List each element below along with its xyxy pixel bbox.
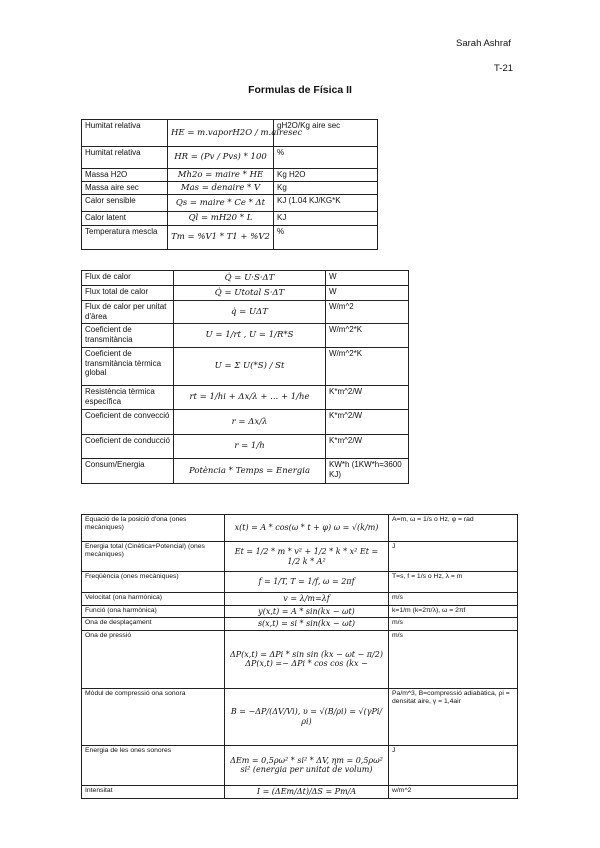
row-label: Ona de pressió: [82, 630, 225, 688]
formula-cell: Tm = %V1 * T1 + %V2: [168, 225, 274, 249]
humidity-table: [81, 119, 378, 250]
row-label: Coeficient de convecció: [82, 410, 174, 435]
formula-cell: Q̇ = U·S·ΔT: [174, 271, 326, 286]
formula-cell: f = 1/T, T = 1/f, ω = 2πf: [225, 572, 389, 593]
table-row: [82, 593, 518, 606]
formula-cell: r = Δx/λ: [174, 410, 326, 435]
formula-cell: rt = 1/hi + Δx/λ + ... + 1/he: [174, 386, 326, 410]
formula-cell: r = 1/h: [174, 435, 326, 459]
formula-cell: HR = (Pv / Pvs) * 100: [168, 147, 274, 169]
formula-cell: HE = m.vaporH2O / m.airesec: [168, 120, 274, 147]
formula-cell: x(t) = A * cos(ω * t + φ) ω = √(k/m): [225, 515, 389, 542]
formula-cell: s(x,t) = si * sin(kx − ωt): [225, 618, 389, 631]
unit-cell: KJ: [274, 212, 378, 225]
table-row: [82, 169, 378, 182]
waves-table: [81, 514, 518, 799]
formula-cell: Potència * Temps = Energia: [174, 459, 326, 484]
heat-flux-table: [81, 270, 409, 484]
unit-cell: m/s: [389, 593, 518, 606]
table-row: [82, 605, 518, 618]
table-row: [82, 630, 518, 688]
formula-cell: y(x,t) = A * sin(kx − ωt): [225, 605, 389, 618]
table-row: [82, 745, 518, 785]
row-label: Coeficient de conducció: [82, 435, 174, 459]
row-label: Humitat relativa: [82, 147, 168, 169]
unit-cell: J: [389, 542, 518, 572]
row-label: Coeficient de transmitància tèrmica global: [82, 348, 174, 386]
formula-cell: Et = 1/2 * m * v² + 1/2 * k * x² Et = 1/2 k * A²: [225, 542, 389, 572]
page-title: Formulas de Física II: [248, 84, 352, 96]
unit-cell: J: [389, 745, 518, 785]
table-row: [82, 515, 518, 542]
doc-code: T-21: [494, 63, 514, 74]
row-label: Massa H2O: [82, 169, 168, 182]
table-row: [82, 301, 409, 324]
row-label: Resistència tèrmica específica: [82, 386, 174, 410]
unit-cell: k=1/m (k=2π/λ), ω = 2πf: [389, 605, 518, 618]
table-row: [82, 286, 409, 301]
table-row: [82, 572, 518, 593]
unit-cell: KJ (1.04 KJ/KG*K: [274, 195, 378, 212]
table-row: [82, 324, 409, 348]
table-row: [82, 348, 409, 386]
formula-cell: ΔEm = 0,5ρω² * si² * ΔV, ηm = 0,5ρω² si² (energia per unitat de volum): [225, 745, 389, 785]
formula-cell: q̇ = UΔT: [174, 301, 326, 324]
row-label: Massa aire sec: [82, 182, 168, 195]
unit-cell: Kg: [274, 182, 378, 195]
table-row: [82, 459, 409, 484]
row-label: Flux total de calor: [82, 286, 174, 301]
table-row: [82, 147, 378, 169]
unit-cell: W/m^2*K: [326, 348, 409, 386]
row-label: Intensitat: [82, 785, 225, 798]
table-row: [82, 410, 409, 435]
table-row: [82, 542, 518, 572]
unit-cell: %: [274, 147, 378, 169]
table-row: [82, 271, 409, 286]
table-row: [82, 120, 378, 147]
table-row: [82, 785, 518, 798]
unit-cell: gH2O/Kg aire sec: [274, 120, 378, 147]
unit-cell: m/s: [389, 630, 518, 688]
formula-cell: Ql = mH20 * L: [168, 212, 274, 225]
unit-cell: W: [326, 286, 409, 301]
unit-cell: W/m^2: [326, 301, 409, 324]
table-row: [82, 618, 518, 631]
formula-cell: Qs = maire * Ce * Δt: [168, 195, 274, 212]
row-label: Equació de la posició d'ona (ones mecàniques): [82, 515, 225, 542]
row-label: Calor sensible: [82, 195, 168, 212]
table-row: [82, 182, 378, 195]
author-name: Sarah Ashraf: [456, 38, 511, 49]
formula-cell: Mh2o = maire * HE: [168, 169, 274, 182]
row-label: Temperatura mescla: [82, 225, 168, 249]
formula-cell: B = −ΔP/(ΔV/Vi), υ = √(B/ρi) = √(γPi/ρi): [225, 688, 389, 745]
unit-cell: K*m^2/W: [326, 410, 409, 435]
row-label: Velocitat (ona harmònica): [82, 593, 225, 606]
formula-cell: U = 1/rt , U = 1/R*S: [174, 324, 326, 348]
unit-cell: Kg H2O: [274, 169, 378, 182]
row-label: Funció (ona harmònica): [82, 605, 225, 618]
unit-cell: w/m^2: [389, 785, 518, 798]
unit-cell: m/s: [389, 618, 518, 631]
formula-cell: ΔP(x,t) = ΔPi * sin sin (kx − ωt − π/2) ΔP(x,t) =− ΔPi * cos cos (kx −: [225, 630, 389, 688]
unit-cell: K*m^2/W: [326, 386, 409, 410]
row-label: Flux de calor per unitat d'àrea: [82, 301, 174, 324]
formula-cell: v = λ/m=λf: [225, 593, 389, 606]
table-row: [82, 195, 378, 212]
unit-cell: Pa/m^3, B=compressió adiabàtica, ρi = densitat aire, γ = 1,4air: [389, 688, 518, 745]
formula-cell: I = (ΔEm/Δt)/ΔS = Pm/A: [225, 785, 389, 798]
unit-cell: W/m^2*K: [326, 324, 409, 348]
unit-cell: T=s, f = 1/s o Hz, λ = m: [389, 572, 518, 593]
formula-cell: U = Σ U(*S) / St: [174, 348, 326, 386]
formula-cell: Q̇ = Utotal S·ΔT: [174, 286, 326, 301]
table-row: [82, 225, 378, 249]
unit-cell: %: [274, 225, 378, 249]
row-label: Mòdul de compressió ona sonora: [82, 688, 225, 745]
table-row: [82, 212, 378, 225]
table-row: [82, 386, 409, 410]
row-label: Freqüència (ones mecàniques): [82, 572, 225, 593]
table-row: [82, 435, 409, 459]
row-label: Flux de calor: [82, 271, 174, 286]
row-label: Consum/Energia: [82, 459, 174, 484]
row-label: Energia de les ones sonores: [82, 745, 225, 785]
row-label: Calor latent: [82, 212, 168, 225]
formula-cell: Mas = denaire * V: [168, 182, 274, 195]
unit-cell: K*m^2/W: [326, 435, 409, 459]
table-row: [82, 688, 518, 745]
row-label: Energia total (Cinètica+Potencial) (ones mecàniques): [82, 542, 225, 572]
row-label: Ona de desplaçament: [82, 618, 225, 631]
unit-cell: KW*h (1KW*h=3600 KJ): [326, 459, 409, 484]
unit-cell: A=m, ω = 1/s o Hz, φ = rad: [389, 515, 518, 542]
row-label: Coeficient de transmitància: [82, 324, 174, 348]
row-label: Humitat relativa: [82, 120, 168, 147]
unit-cell: W: [326, 271, 409, 286]
